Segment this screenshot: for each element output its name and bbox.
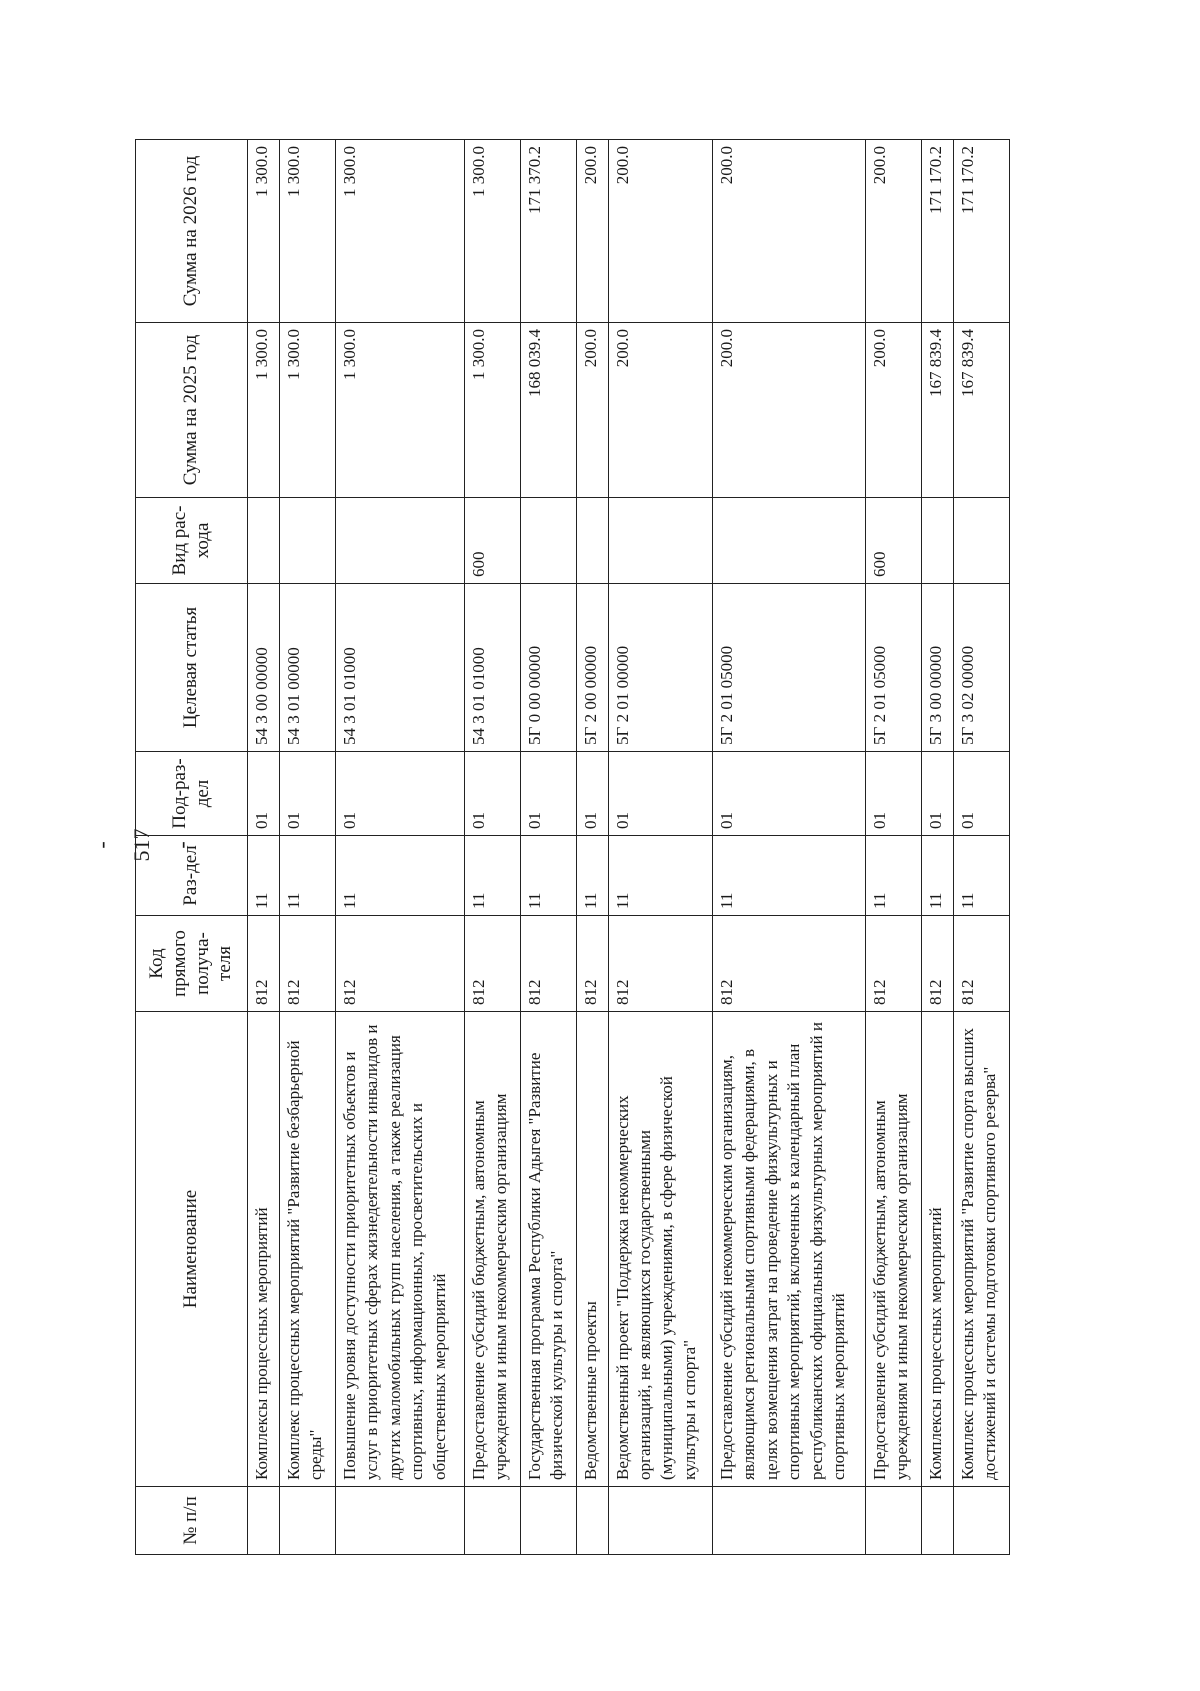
table-row: [520, 140, 576, 1555]
cell-name: Предоставление субсидий бюджетным, автономным учреждениям и иным некоммерческим организациям: [464, 1012, 520, 1487]
header-razdel: Раз-дел: [136, 836, 248, 916]
table-row: [279, 140, 335, 1555]
cell-vid: [576, 498, 608, 584]
cell-podrazdel: 01: [335, 752, 464, 836]
cell-sum2025: 200.0: [866, 323, 922, 498]
cell-sum2025: 167 839.4: [953, 323, 1009, 498]
cell-name: Комплексы процессных мероприятий: [248, 1012, 280, 1487]
cell-code: 812: [866, 916, 922, 1012]
cell-code: 812: [922, 916, 954, 1012]
cell-podrazdel: 01: [922, 752, 954, 836]
table-row: [248, 140, 280, 1555]
table-header-row: [136, 140, 248, 1555]
cell-num: [248, 1487, 280, 1555]
cell-code: 812: [464, 916, 520, 1012]
cell-razdel: 11: [248, 836, 280, 916]
cell-sum2026: 200.0: [713, 140, 866, 323]
cell-razdel: 11: [335, 836, 464, 916]
cell-razdel: 11: [922, 836, 954, 916]
cell-num: [713, 1487, 866, 1555]
cell-name: Предоставление субсидий некоммерческим организациям, являющимся региональными спортивными федерациями, в целях возмещения затрат на проведение физкультурных и спортивных мероприятий, включенных в календарный план республиканских официальных физкультурных мероприятий и спортивных мероприятий: [713, 1012, 866, 1487]
cell-podrazdel: 01: [576, 752, 608, 836]
cell-razdel: 11: [866, 836, 922, 916]
header-sum2025: Сумма на 2025 год: [136, 323, 248, 498]
cell-article: 5Г 2 01 05000: [713, 584, 866, 752]
cell-vid: [279, 498, 335, 584]
cell-num: [520, 1487, 576, 1555]
cell-num: [464, 1487, 520, 1555]
cell-num: [922, 1487, 954, 1555]
cell-vid: [335, 498, 464, 584]
cell-vid: [608, 498, 713, 584]
cell-sum2026: 1 300.0: [464, 140, 520, 323]
cell-sum2026: 1 300.0: [335, 140, 464, 323]
cell-vid: 600: [464, 498, 520, 584]
cell-name: Предоставление субсидий бюджетным, автономным учреждениям и иным некоммерческим организациям: [866, 1012, 922, 1487]
cell-vid: [953, 498, 1009, 584]
table-row: [464, 140, 520, 1555]
cell-name: Комплекс процессных мероприятий "Развитие спорта высших достижений и системы подготовки спортивного резерва": [953, 1012, 1009, 1487]
header-vid: Вид рас-хода: [136, 498, 248, 584]
table-row: [713, 140, 866, 1555]
header-podrazdel: Под-раз-дел: [136, 752, 248, 836]
cell-article: 5Г 0 00 00000: [520, 584, 576, 752]
cell-sum2025: 1 300.0: [248, 323, 280, 498]
cell-podrazdel: 01: [866, 752, 922, 836]
cell-num: [866, 1487, 922, 1555]
cell-article: 5Г 2 01 00000: [608, 584, 713, 752]
cell-article: 54 3 01 01000: [335, 584, 464, 752]
cell-sum2026: 1 300.0: [248, 140, 280, 323]
cell-code: 812: [279, 916, 335, 1012]
cell-article: 5Г 3 02 00000: [953, 584, 1009, 752]
cell-code: 812: [248, 916, 280, 1012]
cell-sum2025: 200.0: [608, 323, 713, 498]
cell-podrazdel: 01: [520, 752, 576, 836]
cell-podrazdel: 01: [248, 752, 280, 836]
header-name: Наименование: [136, 1012, 248, 1487]
cell-code: 812: [576, 916, 608, 1012]
cell-razdel: 11: [464, 836, 520, 916]
cell-name: Ведомственный проект "Поддержка некоммерческих организаций, не являющихся государственными (муниципальными) учреждениями, в сфере физической культуры и спорта": [608, 1012, 713, 1487]
cell-code: 812: [520, 916, 576, 1012]
table-row: [576, 140, 608, 1555]
header-code: Код прямого получа-теля: [136, 916, 248, 1012]
cell-sum2025: 167 839.4: [922, 323, 954, 498]
cell-razdel: 11: [520, 836, 576, 916]
table-row: [608, 140, 713, 1555]
cell-num: [279, 1487, 335, 1555]
table-row: [335, 140, 464, 1555]
header-article: Целевая статья: [136, 584, 248, 752]
cell-num: [953, 1487, 1009, 1555]
cell-sum2025: 1 300.0: [335, 323, 464, 498]
cell-code: 812: [713, 916, 866, 1012]
cell-name: Государственная программа Республики Адыгея "Развитие физической культуры и спорта": [520, 1012, 576, 1487]
cell-sum2026: 200.0: [576, 140, 608, 323]
table-body: [248, 140, 1010, 1555]
header-num: № п/п: [136, 1487, 248, 1555]
cell-vid: [248, 498, 280, 584]
cell-name: Комплексы процессных мероприятий: [922, 1012, 954, 1487]
cell-podrazdel: 01: [953, 752, 1009, 836]
cell-razdel: 11: [279, 836, 335, 916]
cell-code: 812: [608, 916, 713, 1012]
cell-podrazdel: 01: [464, 752, 520, 836]
cell-article: 5Г 2 00 00000: [576, 584, 608, 752]
cell-name: Повышение уровня доступности приоритетных объектов и услуг в приоритетных сферах жизнедеятельности инвалидов и других маломобильных групп населения, а также реализация спортивных, информационных, просветительских и общественных мероприятий: [335, 1012, 464, 1487]
cell-article: 54 3 01 01000: [464, 584, 520, 752]
table-row: [922, 140, 954, 1555]
cell-num: [576, 1487, 608, 1555]
cell-sum2026: 1 300.0: [279, 140, 335, 323]
cell-podrazdel: 01: [713, 752, 866, 836]
cell-vid: 600: [866, 498, 922, 584]
budget-table: [135, 139, 1010, 1555]
cell-sum2026: 171 170.2: [953, 140, 1009, 323]
cell-article: 5Г 3 00 00000: [922, 584, 954, 752]
cell-code: 812: [335, 916, 464, 1012]
cell-num: [608, 1487, 713, 1555]
cell-name: Комплекс процессных мероприятий "Развитие безбарьерной среды": [279, 1012, 335, 1487]
rotated-table-container: [135, 140, 1010, 1555]
cell-article: 5Г 2 01 05000: [866, 584, 922, 752]
cell-podrazdel: 01: [608, 752, 713, 836]
table-row: [866, 140, 922, 1555]
cell-name: Ведомственные проекты: [576, 1012, 608, 1487]
cell-razdel: 11: [713, 836, 866, 916]
cell-sum2026: 171 170.2: [922, 140, 954, 323]
cell-vid: [922, 498, 954, 584]
cell-sum2025: 1 300.0: [279, 323, 335, 498]
page-number: - 517 -: [89, 828, 194, 862]
cell-razdel: 11: [576, 836, 608, 916]
header-sum2026: Сумма на 2026 год: [136, 140, 248, 323]
cell-sum2025: 200.0: [713, 323, 866, 498]
cell-razdel: 11: [953, 836, 1009, 916]
cell-article: 54 3 00 00000: [248, 584, 280, 752]
cell-sum2025: 200.0: [576, 323, 608, 498]
cell-razdel: 11: [608, 836, 713, 916]
table-row: [953, 140, 1009, 1555]
cell-num: [335, 1487, 464, 1555]
cell-sum2025: 168 039.4: [520, 323, 576, 498]
cell-podrazdel: 01: [279, 752, 335, 836]
cell-vid: [520, 498, 576, 584]
cell-sum2026: 171 370.2: [520, 140, 576, 323]
cell-article: 54 3 01 00000: [279, 584, 335, 752]
cell-sum2025: 1 300.0: [464, 323, 520, 498]
cell-sum2026: 200.0: [608, 140, 713, 323]
cell-vid: [713, 498, 866, 584]
cell-code: 812: [953, 916, 1009, 1012]
cell-sum2026: 200.0: [866, 140, 922, 323]
